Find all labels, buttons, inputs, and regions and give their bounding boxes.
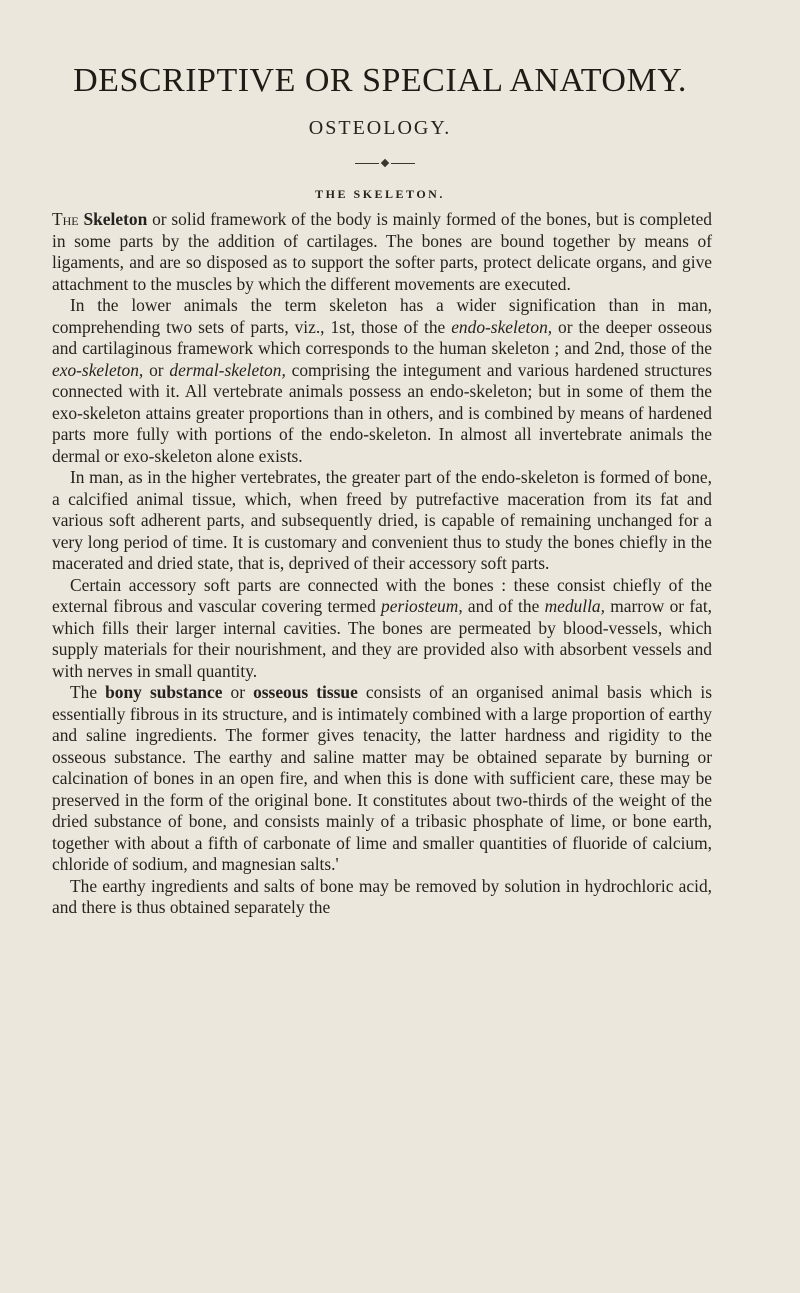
term-dermal-skeleton: dermal-skeleton, [169,359,286,380]
paragraph-4 [52,575,712,683]
paragraph-5 [52,682,712,876]
term-skeleton: Skeleton [83,209,148,229]
subsection-title: THE SKELETON. [315,187,445,201]
lead-word: The [52,209,79,229]
section-title: OSTEOLOGY. [308,117,452,139]
paragraph-text: In the lower animals the term skeleton has a wider signification than in man, comprehending two sets of parts, viz., 1st, those of the [52,295,712,337]
term-exo-skeleton: exo-skeleton, [52,359,144,380]
divider-rule-left [355,163,379,164]
term-bony-substance: bony substance [105,682,223,702]
paragraph-text: and of the [462,596,545,616]
divider-rule-right [391,163,415,164]
diamond-icon [381,159,389,167]
paragraph-text: The [70,682,106,702]
paragraph-text: comprising the integument and various hardened structures connected with it. All vertebrate animals possess an endo-skeleton; but in some of them the exo-skeleton attains greater proportions than in others, and is combined by means of hardened parts more fully with portions of the endo-skeleton. In almost all invertebrate animals the dermal or exo-skeleton alone exists. [52,359,712,466]
paragraph-2 [52,295,712,467]
paragraph-3: In man, as in the higher vertebrates, the greater part of the endo-skeleton is formed of bone, a calcified animal tissue, which, when freed by putrefactive maceration from its fat and various soft adherent parts, and subsequently dried, is capable of remaining unchanged for a very long period of time. It is customary and convenient thus to study the bones chiefly in the macerated and dried state, that is, deprived of their accessory soft parts. [52,467,712,573]
main-title: DESCRIPTIVE OR SPECIAL ANATOMY. [73,62,687,99]
paragraph-text: or the deeper osseous and cartilaginous framework which corresponds to the human skeleton ; and 2nd, those of the [52,316,712,358]
paragraph-text: or solid framework of the body is mainly formed of the bones, but is completed in some parts by the addition of cartilages. The bones are bound together by means of ligaments, and are so disposed as to support the softer parts, protect delicate organs, and give attachment to the muscles by which the different movements are executed. [52,209,712,294]
term-endo-skeleton: endo-skeleton, [451,316,553,337]
paragraph-text: marrow or fat, which fills their larger internal cavities. The bones are permeated by blood-vessels, which supply materials for their nourishment, and they are provided also with absorbent vessels and with nerves in small quantity. [52,596,713,681]
paragraph-6: The earthy ingredients and salts of bone may be removed by solution in hydrochloric acid, and there is thus obtained separately the [52,875,712,917]
paragraph-text: or [222,682,254,702]
paragraph-1 [52,209,712,295]
term-periosteum: periosteum, [381,596,463,616]
paragraph-text: Certain accessory soft parts are connected with the bones : these consist chiefly of the external fibrous and vascular covering termed [52,574,712,616]
paragraph-text: or [143,359,170,380]
body-text [52,209,712,919]
paragraph-text: consists of an organised animal basis which is essentially fibrous in its structure, and is intimately combined with a large proportion of earthy and saline ingredients. The former gives tenacity, the latter hardness and rigidity to the osseous substance. The earthy and saline matter may be obtained separate by burning or calcination of bones in an open fire, and when this is done with sufficient care, these may be preserved in the form of the original bone. It constitutes about two-thirds of the weight of the dried substance of bone, and consists mainly of a tribasic phosphate of lime, or bone earth, together with about a fifth of carbonate of lime and smaller quantities of fluoride of calcium, chloride of sodium, and magnesian salts.' [52,682,712,874]
term-osseous-tissue: osseous tissue [253,682,358,702]
term-medulla: medulla, [544,596,605,616]
divider-ornament [355,158,415,170]
